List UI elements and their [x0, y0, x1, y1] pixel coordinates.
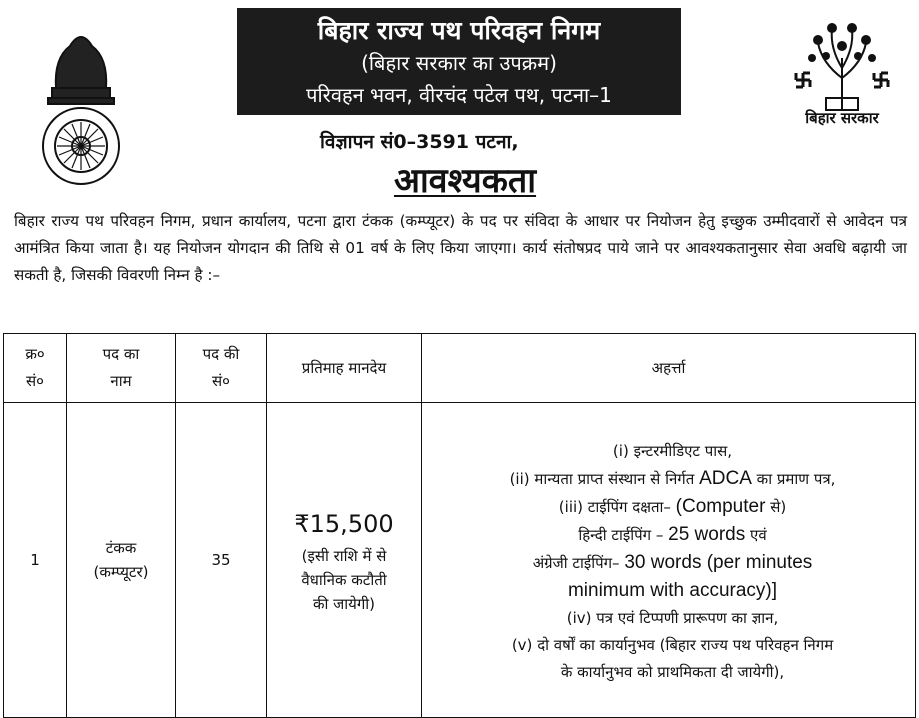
qualification-subitem: हिन्दी टाईपिंग – 25 words एवं — [578, 524, 767, 545]
qualification-item: (iv) पत्र एवं टिप्पणी प्रारूपण का ज्ञान, — [566, 609, 779, 627]
qualification-subitem: अंग्रेजी टाईपिंग– 30 words (per minutes — [532, 552, 813, 573]
header-serial: क्र० सं० — [4, 334, 67, 403]
header-post-name: पद का नाम — [67, 334, 176, 403]
qualification-item-continued: के कार्यानुभव को प्राथमिकता दी जायेगी), — [560, 663, 785, 681]
vacancy-table — [3, 333, 916, 718]
org-subtitle: (बिहार सरकार का उपक्रम) — [361, 51, 557, 75]
advertisement-number: विज्ञापन सं0–3591 पटना, — [320, 131, 519, 153]
cell-serial: 1 — [4, 403, 67, 718]
table-row — [4, 403, 916, 718]
header-monthly-salary: प्रतिमाह मानदेय — [267, 334, 422, 403]
intro-paragraph: बिहार राज्य पथ परिवहन निगम, प्रधान कार्यालय, पटना द्वारा टंकक (कम्प्यूटर) के पद पर संविदा के आधार पर नियोजन हेतु इच्छुक उम्मीदवारों से आवेदन पत्र आमंत्रित किया जाता है। यह नियोजन योगदान की तिथि से 01 वर्ष के लिए किया जाएगा। कार्य संतोषप्रद पाये जाने पर आवश्यकतानुसार सेवा अवधि बढ़ायी जा सकती है, जिसकी विवरणी निम्न है :– — [14, 212, 907, 284]
table-header-row — [4, 334, 916, 403]
page-title: आवश्यकता — [393, 161, 537, 201]
qualification-item: (iii) टाईपिंग दक्षता– (Computer से) — [558, 496, 787, 517]
qualification-subitem: minimum with accuracy)] — [567, 580, 778, 601]
cell-salary: ₹15,500 (इसी राशि में से वैधानिक कटौती की जायेगी) — [267, 403, 422, 718]
logo-caption: बिहार सरकार — [805, 109, 879, 127]
qualification-item: (ii) मान्यता प्राप्त संस्थान से निर्गत ADCA का प्रमाण पत्र, — [509, 468, 836, 489]
header-qualification: अहर्त्ता — [422, 334, 916, 403]
cell-post-count: 35 — [176, 403, 267, 718]
org-name: बिहार राज्य पथ परिवहन निगम — [317, 16, 601, 45]
header-banner — [237, 8, 681, 115]
cell-qualification — [422, 403, 916, 718]
qualification-item: (v) दो वर्षों का कार्यानुभव (बिहार राज्य पथ परिवहन निगम — [511, 636, 834, 654]
state-emblem — [26, 18, 136, 188]
salary-amount: ₹15,500 — [294, 510, 394, 538]
header-post-count: पद की सं० — [176, 334, 267, 403]
qualification-item: (i) इन्टरमीडिएट पास, — [612, 442, 733, 460]
org-address: परिवहन भवन, वीरचंद पटेल पथ, पटना–1 — [306, 83, 612, 107]
cell-post-name: टंकक (कम्प्यूटर) — [67, 403, 176, 718]
